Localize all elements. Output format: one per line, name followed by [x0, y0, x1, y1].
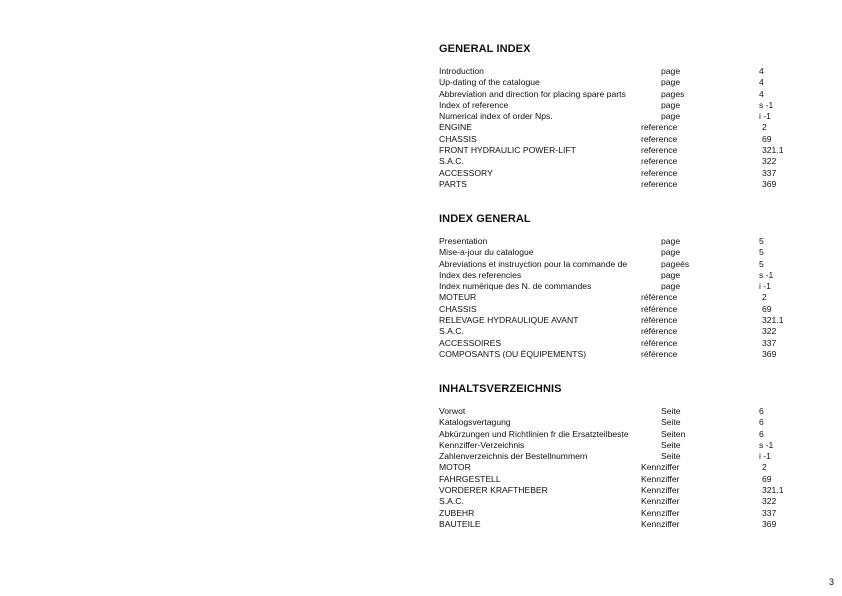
entry-value: i -1	[759, 451, 771, 462]
entry-value: 322	[762, 156, 777, 167]
entry-type: page	[661, 247, 681, 258]
entry-label: MOTOR	[439, 462, 471, 473]
index-row	[439, 179, 799, 190]
index-row	[439, 134, 799, 145]
index-list	[439, 236, 799, 360]
entry-value: i -1	[759, 111, 771, 122]
entry-label: Presentation	[439, 236, 488, 246]
entry-type: référence	[641, 315, 678, 326]
entry-value: 5	[759, 247, 764, 258]
entry-type: page	[661, 77, 681, 88]
index-row	[439, 145, 799, 156]
index-row	[439, 281, 799, 292]
index-row	[439, 111, 799, 122]
entry-label: ACCESSOIRES	[439, 337, 502, 348]
entry-value: 321.1	[762, 485, 784, 496]
entry-label: S.A.C.	[439, 156, 464, 167]
entry-value: 337	[762, 507, 777, 518]
entry-label: Abbreviation and direction for placing spare parts	[439, 88, 626, 99]
entry-label: VORDERER KRAFTHEBER	[439, 485, 548, 496]
entry-label: Up-dating of the catalogue	[439, 77, 540, 88]
index-row	[439, 122, 799, 133]
entry-value: s -1	[759, 99, 774, 110]
index-section-french	[439, 212, 799, 360]
index-list	[439, 406, 799, 530]
index-section-english	[439, 42, 799, 190]
entry-label: FAHRGESTELL	[439, 473, 501, 484]
entry-value: 5	[759, 258, 764, 269]
entry-label: Zahlenverzeichnis der Bestellnummern	[439, 451, 588, 462]
entry-label: BAUTEILE	[439, 518, 481, 529]
entry-value: 5	[759, 236, 764, 246]
entry-label: RELEVAGE HYDRAULIQUE AVANT	[439, 315, 579, 326]
entry-label: ENGINE	[439, 122, 472, 133]
entry-label: Index des referencies	[439, 269, 522, 280]
index-row	[439, 77, 799, 88]
index-section-german	[439, 382, 799, 530]
entry-value: 337	[762, 337, 777, 348]
entry-value: 322	[762, 496, 777, 507]
entry-label: Numerical index of order Nps.	[439, 111, 553, 122]
index-row	[439, 462, 799, 473]
entry-type: pages	[661, 88, 685, 99]
index-row	[439, 417, 799, 428]
entry-type: reference	[641, 122, 678, 133]
entry-value: 69	[762, 133, 772, 144]
entry-type: reference	[641, 156, 678, 167]
entry-value: 2	[762, 122, 767, 133]
entry-value: 4	[759, 88, 764, 99]
index-row	[439, 89, 799, 100]
entry-label: Katalogsvertagung	[439, 417, 511, 428]
entry-label: Abreviations et instruyction pour la commande de	[439, 258, 628, 269]
entry-value: i -1	[759, 281, 771, 292]
entry-value: 322	[762, 326, 777, 337]
index-row	[439, 485, 799, 496]
entry-label: CHASSIS	[439, 303, 477, 314]
index-list	[439, 66, 799, 190]
index-row	[439, 236, 799, 247]
entry-value: 369	[762, 348, 777, 359]
entry-value: 6	[759, 406, 764, 416]
entry-value: 6	[759, 417, 764, 428]
entry-value: 337	[762, 167, 777, 178]
entry-value: 321.1	[762, 145, 784, 156]
entry-value: s -1	[759, 439, 774, 450]
entry-value: 369	[762, 178, 777, 189]
entry-label: Abkürzungen und Richtlinien fr die Ersatzteilbeste	[439, 428, 629, 439]
index-row	[439, 519, 799, 530]
entry-label: S.A.C.	[439, 496, 464, 507]
entry-label: Vorwot	[439, 406, 466, 416]
index-row	[439, 66, 799, 77]
entry-value: 69	[762, 473, 772, 484]
index-row	[439, 496, 799, 507]
entry-type: Seite	[661, 417, 681, 428]
entry-type: reference	[641, 178, 678, 189]
index-row	[439, 259, 799, 270]
index-row	[439, 292, 799, 303]
entry-value: 69	[762, 303, 772, 314]
index-row	[439, 440, 799, 451]
entry-label: ACCESSORY	[439, 167, 493, 178]
index-row	[439, 156, 799, 167]
entry-label: FRONT HYDRAULIC POWER-LIFT	[439, 145, 576, 156]
entry-type: Kennziffer	[641, 496, 680, 507]
section-heading: INHALTSVERZEICHNIS	[439, 383, 562, 395]
entry-type: référence	[641, 326, 678, 337]
entry-label: Mise-a-jour du catalogue	[439, 247, 534, 258]
entry-type: reference	[641, 133, 678, 144]
page-number: 3	[829, 577, 835, 587]
entry-type: Seiten	[661, 428, 686, 439]
index-row	[439, 315, 799, 326]
index-row	[439, 338, 799, 349]
entry-value: 4	[759, 77, 764, 88]
index-row	[439, 100, 799, 111]
entry-label: S.A.C.	[439, 326, 464, 337]
entry-type: Kennziffer	[641, 518, 680, 529]
index-row	[439, 349, 799, 360]
entry-type: Seite	[661, 406, 681, 416]
entry-label: COMPOSANTS (OU ÉQUIPEMENTS)	[439, 348, 587, 359]
entry-label: CHASSIS	[439, 133, 477, 144]
entry-type: Kennziffer	[641, 507, 680, 518]
entry-value: s -1	[759, 269, 774, 280]
entry-type: référence	[641, 292, 678, 303]
entry-type: référence	[641, 348, 678, 359]
section-heading: GENERAL INDEX	[439, 43, 531, 55]
entry-type: page	[661, 99, 681, 110]
index-row	[439, 474, 799, 485]
entry-type: référence	[641, 337, 678, 348]
index-row	[439, 326, 799, 337]
entry-type: page	[661, 111, 681, 122]
section-heading: INDEX GENERAL	[439, 213, 531, 225]
entry-value: 6	[759, 428, 764, 439]
entry-value: 369	[762, 518, 777, 529]
entry-type: reference	[641, 145, 678, 156]
entry-type: Kennziffer	[641, 462, 680, 473]
index-row	[439, 429, 799, 440]
entry-label: ZUBEHR	[439, 507, 475, 518]
index-row	[439, 168, 799, 179]
entry-label: Index of reference	[439, 99, 509, 110]
entry-type: Kennziffer	[641, 473, 680, 484]
entry-label: Introduction	[439, 66, 484, 76]
entry-value: 4	[759, 66, 764, 76]
entry-label: Index numérique des N. de commandes	[439, 281, 592, 292]
entry-value: 321.1	[762, 315, 784, 326]
entry-type: Seite	[661, 451, 681, 462]
entry-label: MOTEUR	[439, 292, 477, 303]
entry-type: page	[661, 281, 681, 292]
entry-type: page	[661, 269, 681, 280]
entry-type: reference	[641, 167, 678, 178]
entry-label: PARTS	[439, 178, 467, 189]
entry-type: Kennziffer	[641, 485, 680, 496]
entry-value: 2	[762, 462, 767, 473]
entry-value: 2	[762, 292, 767, 303]
entry-label: Kennziffer-Verzeichnis	[439, 439, 525, 450]
entry-type: pageés	[661, 258, 690, 269]
index-row	[439, 247, 799, 258]
index-row	[439, 508, 799, 519]
entry-type: référence	[641, 303, 678, 314]
index-row	[439, 406, 799, 417]
entry-type: page	[661, 236, 681, 246]
entry-type: Seite	[661, 439, 681, 450]
index-row	[439, 270, 799, 281]
index-row	[439, 304, 799, 315]
index-row	[439, 451, 799, 462]
entry-type: page	[661, 66, 681, 76]
